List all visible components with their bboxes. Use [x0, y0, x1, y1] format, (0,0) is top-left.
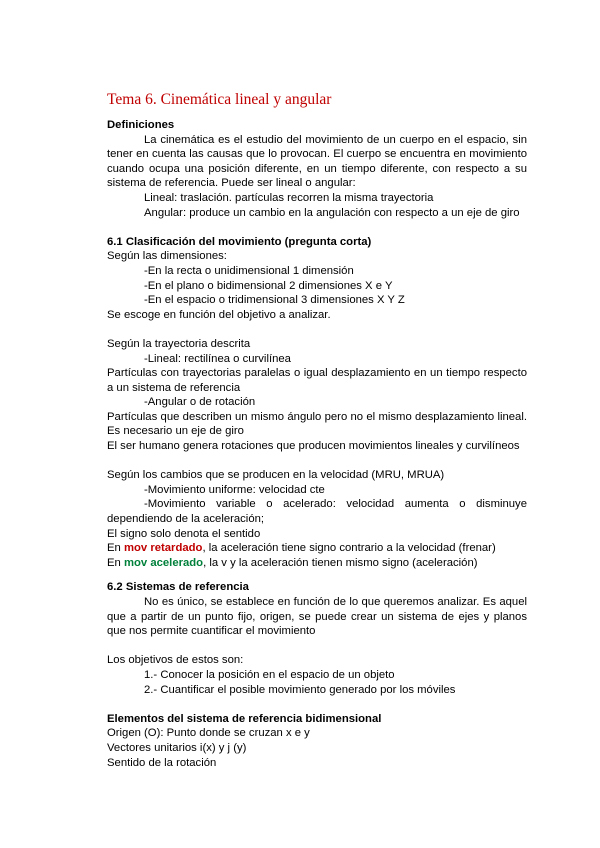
sistemas-paragraph: No es único, se establece en función de lo que queremos analizar. Es aquel que a partir de un punto fijo, origen, se puede crear un sistema de ejes y planos que nos permite cuantificar el movimiento — [107, 596, 527, 638]
section-heading-6-2: 6.2 Sistemas de referencia — [107, 581, 249, 594]
dimensiones-note: Se escoge en función del objetivo a analizar. — [107, 308, 331, 321]
mov-acelerado-line — [107, 556, 527, 571]
page-title: Tema 6. Cinemática lineal y angular — [107, 91, 332, 108]
trayectoria-lineal-desc: Partículas con trayectorias paralelas o igual desplazamiento en un tiempo respecto a un sistema de referencia — [107, 367, 527, 394]
trayectoria-angular: -Angular o de rotación — [144, 396, 256, 409]
velocidad-intro: Según los cambios que se producen en la velocidad (MRU, MRUA) — [107, 469, 445, 482]
mov-retardado-pre: En — [107, 542, 124, 555]
mov-retardado-line — [107, 541, 527, 556]
section-heading-elementos: Elementos del sistema de referencia bidimensional — [107, 712, 382, 725]
list-item: Sentido de la rotación — [107, 756, 217, 769]
list-item: -En la recta o unidimensional 1 dimensión — [144, 264, 354, 277]
mov-acelerado-keyword: mov acelerado — [123, 556, 204, 569]
trayectoria-lineal: -Lineal: rectilínea o curvilínea — [144, 352, 291, 365]
objetivos-intro: Los objetivos de estos son: — [107, 654, 244, 667]
list-item: 2.- Cuantificar el posible movimiento generado por los móviles — [144, 683, 456, 696]
list-item: -En el plano o bidimensional 2 dimensiones X e Y — [144, 279, 393, 292]
velocidad-uniforme: -Movimiento uniforme: velocidad cte — [144, 483, 325, 496]
trayectoria-intro: Según la trayectoria descrita — [107, 337, 251, 350]
mov-retardado-keyword: mov retardado — [123, 542, 203, 555]
list-item: Origen (O): Punto donde se cruzan x e y — [107, 727, 310, 740]
mov-acelerado-pre: En — [107, 556, 124, 569]
list-item: -En el espacio o tridimensional 3 dimensiones X Y Z — [144, 294, 405, 307]
section-heading-definiciones: Definiciones — [107, 119, 175, 131]
velocidad-variable: -Movimiento variable o acelerado: velocidad aumenta o disminuye dependiendo de la aceleración; — [107, 498, 527, 526]
definiciones-paragraph: La cinemática es el estudio del movimiento de un cuerpo en el espacio, sin tener en cuenta las causas que lo provocan. El cuerpo se encuentra en movimiento cuando ocupa una posición diferente, en un tiempo diferente, con respecto a su sistema de referencia. Puede ser lineal o angular: — [107, 133, 527, 190]
mov-acelerado-post: , la v y la aceleración tienen mismo signo (aceleración) — [203, 556, 478, 569]
trayectoria-angular-desc: Partículas que describen un mismo ángulo pero no el mismo desplazamiento lineal. Es necesario un eje de giro — [107, 410, 527, 438]
document-page — [107, 90, 527, 770]
definicion-angular: Angular: produce un cambio en la angulación con respecto a un eje de giro — [144, 206, 520, 219]
section-heading-6-1: 6.1 Clasificación del movimiento (pregunta corta) — [107, 235, 372, 248]
list-item: Vectores unitarios i(x) y j (y) — [107, 741, 247, 754]
list-item: 1.- Conocer la posición en el espacio de un objeto — [144, 668, 395, 681]
signo-note: El signo solo denota el sentido — [107, 527, 261, 540]
trayectoria-humano: El ser humano genera rotaciones que producen movimientos lineales y curvilíneos — [107, 440, 520, 453]
mov-retardado-post: , la aceleración tiene signo contrario a la velocidad (frenar) — [202, 542, 496, 555]
definicion-lineal: Lineal: traslación. partículas recorren la misma trayectoria — [144, 191, 434, 204]
dimensiones-intro: Según las dimensiones: — [107, 250, 227, 263]
